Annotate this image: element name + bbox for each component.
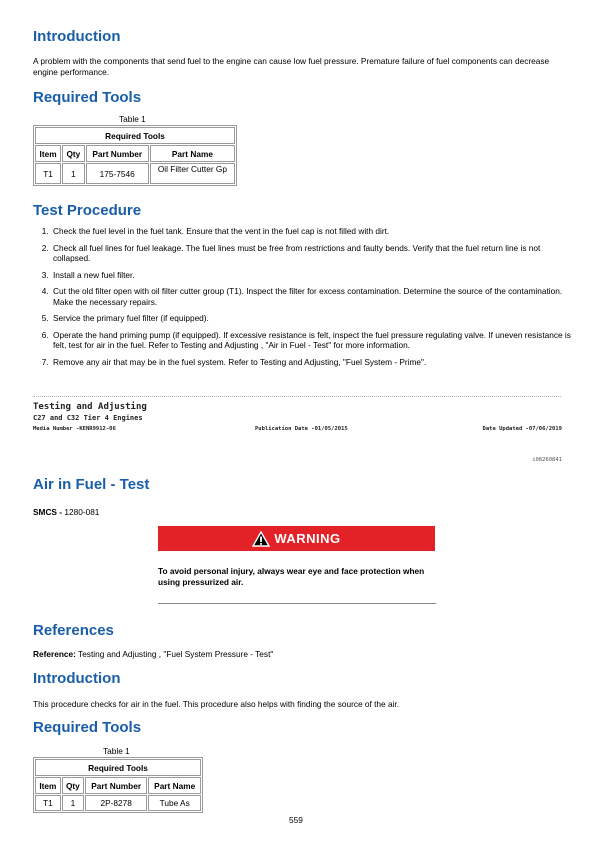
cell-part-name: Tube As: [148, 795, 201, 811]
warning-triangle-icon: [252, 531, 270, 547]
warning-text: To avoid personal injury, always wear eye and face protection when using pressurized air.: [158, 566, 425, 587]
reference-text: Testing and Adjusting , "Fuel System Pressure - Test": [75, 649, 274, 659]
reference-line: [33, 649, 563, 660]
col-item: Item: [35, 145, 61, 162]
required-tools-heading-2: Required Tools: [33, 719, 142, 736]
page-title: Air in Fuel - Test: [33, 476, 150, 493]
intro-text: A problem with the components that send fuel to the engine can cause low fuel pressure. Premature failure of fuel components can decrease engine performance.: [33, 56, 550, 77]
doc-subtitle: C27 and C32 Tier 4 Engines: [33, 414, 143, 422]
table-header-row: [35, 145, 235, 162]
table-row: [35, 795, 201, 811]
table-title: Required Tools: [35, 759, 201, 776]
page-number: 559: [289, 815, 303, 825]
step-item: 3. Install a new fuel filter.: [51, 270, 571, 281]
references-heading: References: [33, 622, 114, 639]
reference-label: Reference:: [33, 649, 76, 659]
cell-part-number: 175-7546: [86, 163, 149, 184]
step-item: 4. Cut the old filter open with oil filter cutter group (T1). Inspect the filter for excess contamination. Determine the source of the contamination. Make the necessary repairs.: [51, 286, 571, 307]
section-divider: [33, 396, 561, 397]
required-tools-table: [33, 125, 237, 186]
warning-divider: [158, 603, 436, 604]
cell-item: T1: [35, 163, 61, 184]
col-part-number: Part Number: [86, 145, 149, 162]
intro-heading: Introduction: [33, 28, 121, 45]
col-qty: Qty: [62, 145, 84, 162]
media-number: Media Number -KENR9912-06: [33, 426, 116, 432]
smcs-label: SMCS -: [33, 507, 65, 517]
col-item: Item: [35, 777, 61, 794]
table-caption: Table 1: [119, 114, 146, 124]
publication-date: Publication Date -01/05/2015: [255, 426, 348, 432]
procedure-steps: [33, 226, 571, 373]
intro-text-2: This procedure checks for air in the fuel. This procedure also helps with finding the source of the air.: [33, 699, 400, 709]
step-item: 1. Check the fuel level in the fuel tank. Ensure that the vent in the fuel cap is not filled with dirt.: [51, 226, 571, 237]
warning-banner: [158, 526, 435, 551]
reference-code: i08260841: [532, 457, 562, 463]
cell-qty: 1: [62, 795, 84, 811]
table-row: [35, 163, 235, 184]
table-caption-2: Table 1: [103, 746, 130, 756]
step-item: 2. Check all fuel lines for fuel leakage. The fuel lines must be free from restrictions and faulty bends. Verify that the fuel return line is not collapsed.: [51, 243, 571, 264]
step-item: 5. Service the primary fuel filter (if equipped).: [51, 313, 571, 324]
step-item: 7. Remove any air that may be in the fuel system. Refer to Testing and Adjusting, "Fuel System - Prime".: [51, 357, 571, 368]
intro-heading-2: Introduction: [33, 670, 121, 687]
warning-label: WARNING: [274, 531, 341, 546]
col-part-name: Part Name: [150, 145, 235, 162]
col-qty: Qty: [62, 777, 84, 794]
col-part-number: Part Number: [85, 777, 147, 794]
smcs-value: 1280-081: [64, 507, 100, 517]
smcs-line: [33, 507, 563, 518]
col-part-name: Part Name: [148, 777, 201, 794]
cell-part-number: 2P-8278: [85, 795, 147, 811]
doc-title: Testing and Adjusting: [33, 402, 147, 412]
cell-qty: 1: [62, 163, 84, 184]
test-procedure-heading: Test Procedure: [33, 202, 142, 219]
table-header-row: [35, 777, 201, 794]
step-item: 6. Operate the hand priming pump (if equipped). If excessive resistance is felt, inspect the fuel pressure regulating valve. If uneven resistance is felt, test for air in the fuel. Refer to Testing and Adjusting , "Air in Fuel - Test" for more information.: [51, 330, 571, 351]
table-title: Required Tools: [35, 127, 235, 144]
date-updated: Date Updated -07/06/2019: [482, 426, 562, 432]
required-tools-heading: Required Tools: [33, 89, 142, 106]
required-tools-table-2: [33, 757, 203, 813]
cell-item: T1: [35, 795, 61, 811]
cell-part-name: Oil Filter Cutter Gp: [150, 163, 235, 184]
